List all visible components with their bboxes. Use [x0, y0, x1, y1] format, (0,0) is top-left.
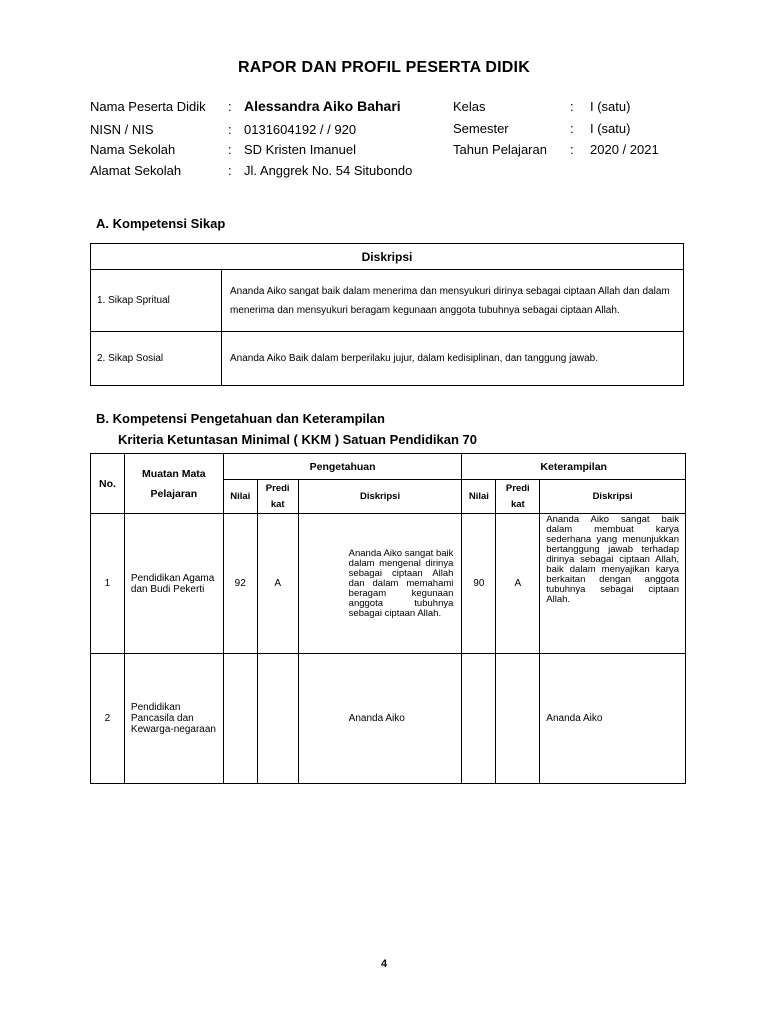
colon: : [570, 121, 574, 136]
row-number: 2 [91, 654, 125, 784]
knowledge-predicate: A [257, 514, 298, 654]
knowledge-description: Ananda Aiko [298, 654, 462, 784]
skills-predicate: A [496, 514, 540, 654]
semester-value: I (satu) [590, 121, 631, 136]
row-number: 1 [91, 514, 125, 654]
header-knowledge-score: Nilai [223, 480, 257, 514]
table-row [91, 332, 684, 386]
student-name-label: Nama Peserta Didik [90, 99, 206, 114]
colon: : [570, 99, 574, 114]
colon: : [228, 142, 232, 157]
school-address-label: Alamat Sekolah [90, 163, 182, 178]
class-value: I (satu) [590, 99, 631, 114]
class-label: Kelas [453, 99, 486, 114]
section-b-title: B. Kompetensi Pengetahuan dan Keterampilan [96, 411, 385, 426]
header-knowledge: Pengetahuan [223, 454, 462, 480]
student-name-value: Alessandra Aiko Bahari [244, 98, 401, 114]
knowledge-skills-table [90, 453, 686, 784]
skills-score: 90 [462, 514, 496, 654]
table-row [91, 270, 684, 332]
attitude-label: 1. Sikap Spritual [91, 270, 222, 332]
knowledge-score: 92 [223, 514, 257, 654]
table-row [91, 514, 686, 654]
skills-score [462, 654, 496, 784]
header-skills: Keterampilan [462, 454, 686, 480]
school-address-value: Jl. Anggrek No. 54 Situbondo [244, 163, 413, 178]
attitude-description: Ananda Aiko sangat baik dalam menerima dan mensyukuri dirinya sebagai ciptaan Allah dan dalam menerima dan mensyukuri beragam kegunaan anggota tubuhnya sebagai ciptaan Allah. [222, 270, 684, 332]
colon: : [228, 163, 232, 178]
academic-year-value: 2020 / 2021 [590, 142, 659, 157]
knowledge-description: Ananda Aiko sangat baik dalam mengenal dirinya sebagai ciptaan Allah dan dalam memahami beragam kegunaan anggota tubuhnya sebagai ciptaan Allah. [298, 514, 462, 654]
skills-description: Ananda Aiko sangat baik dalam membuat karya sederhana yang menunjukkan bertanggung jawab terhadap dirinya sebagai ciptaan Allah, baik dalam menyajikan karya berkaitan dengan anggota tubuhnya sebagai ciptaan Allah. [540, 514, 686, 654]
knowledge-score [223, 654, 257, 784]
page-number: 4 [380, 958, 388, 970]
colon: : [570, 142, 574, 157]
table-row [91, 654, 686, 784]
skills-predicate [496, 654, 540, 784]
report-title: RAPOR DAN PROFIL PESERTA DIDIK [238, 59, 530, 76]
school-name-label: Nama Sekolah [90, 142, 176, 157]
attitude-table-header: Diskripsi [91, 244, 684, 270]
header-skills-score: Nilai [462, 480, 496, 514]
attitude-table [90, 243, 684, 386]
kkm-subtitle: Kriteria Ketuntasan Minimal ( KKM ) Satuan Pendidikan 70 [118, 432, 478, 447]
header-skills-predicate: Predi kat [496, 480, 540, 514]
nisn-value: 0131604192 / / 920 [244, 122, 357, 137]
knowledge-predicate [257, 654, 298, 784]
header-knowledge-description: Diskripsi [298, 480, 462, 514]
colon: : [228, 99, 232, 114]
semester-label: Semester [453, 121, 509, 136]
attitude-description: Ananda Aiko Baik dalam berperilaku jujur, dalam kedisiplinan, dan tanggung jawab. [222, 332, 684, 386]
skills-description: Ananda Aiko [540, 654, 686, 784]
header-subject: Muatan Mata Pelajaran [124, 454, 223, 514]
header-no: No. [91, 454, 125, 514]
academic-year-label: Tahun Pelajaran [453, 142, 547, 157]
school-name-value: SD Kristen Imanuel [244, 142, 356, 157]
section-a-title: A. Kompetensi Sikap [96, 216, 226, 231]
nisn-label: NISN / NIS [90, 122, 154, 137]
header-skills-description: Diskripsi [540, 480, 686, 514]
subject-name: Pendidikan Pancasila dan Kewarga-negaraan [124, 654, 223, 784]
header-knowledge-predicate: Predi kat [257, 480, 298, 514]
attitude-label: 2. Sikap Sosial [91, 332, 222, 386]
subject-name: Pendidikan Agama dan Budi Pekerti [124, 514, 223, 654]
colon: : [228, 122, 232, 137]
